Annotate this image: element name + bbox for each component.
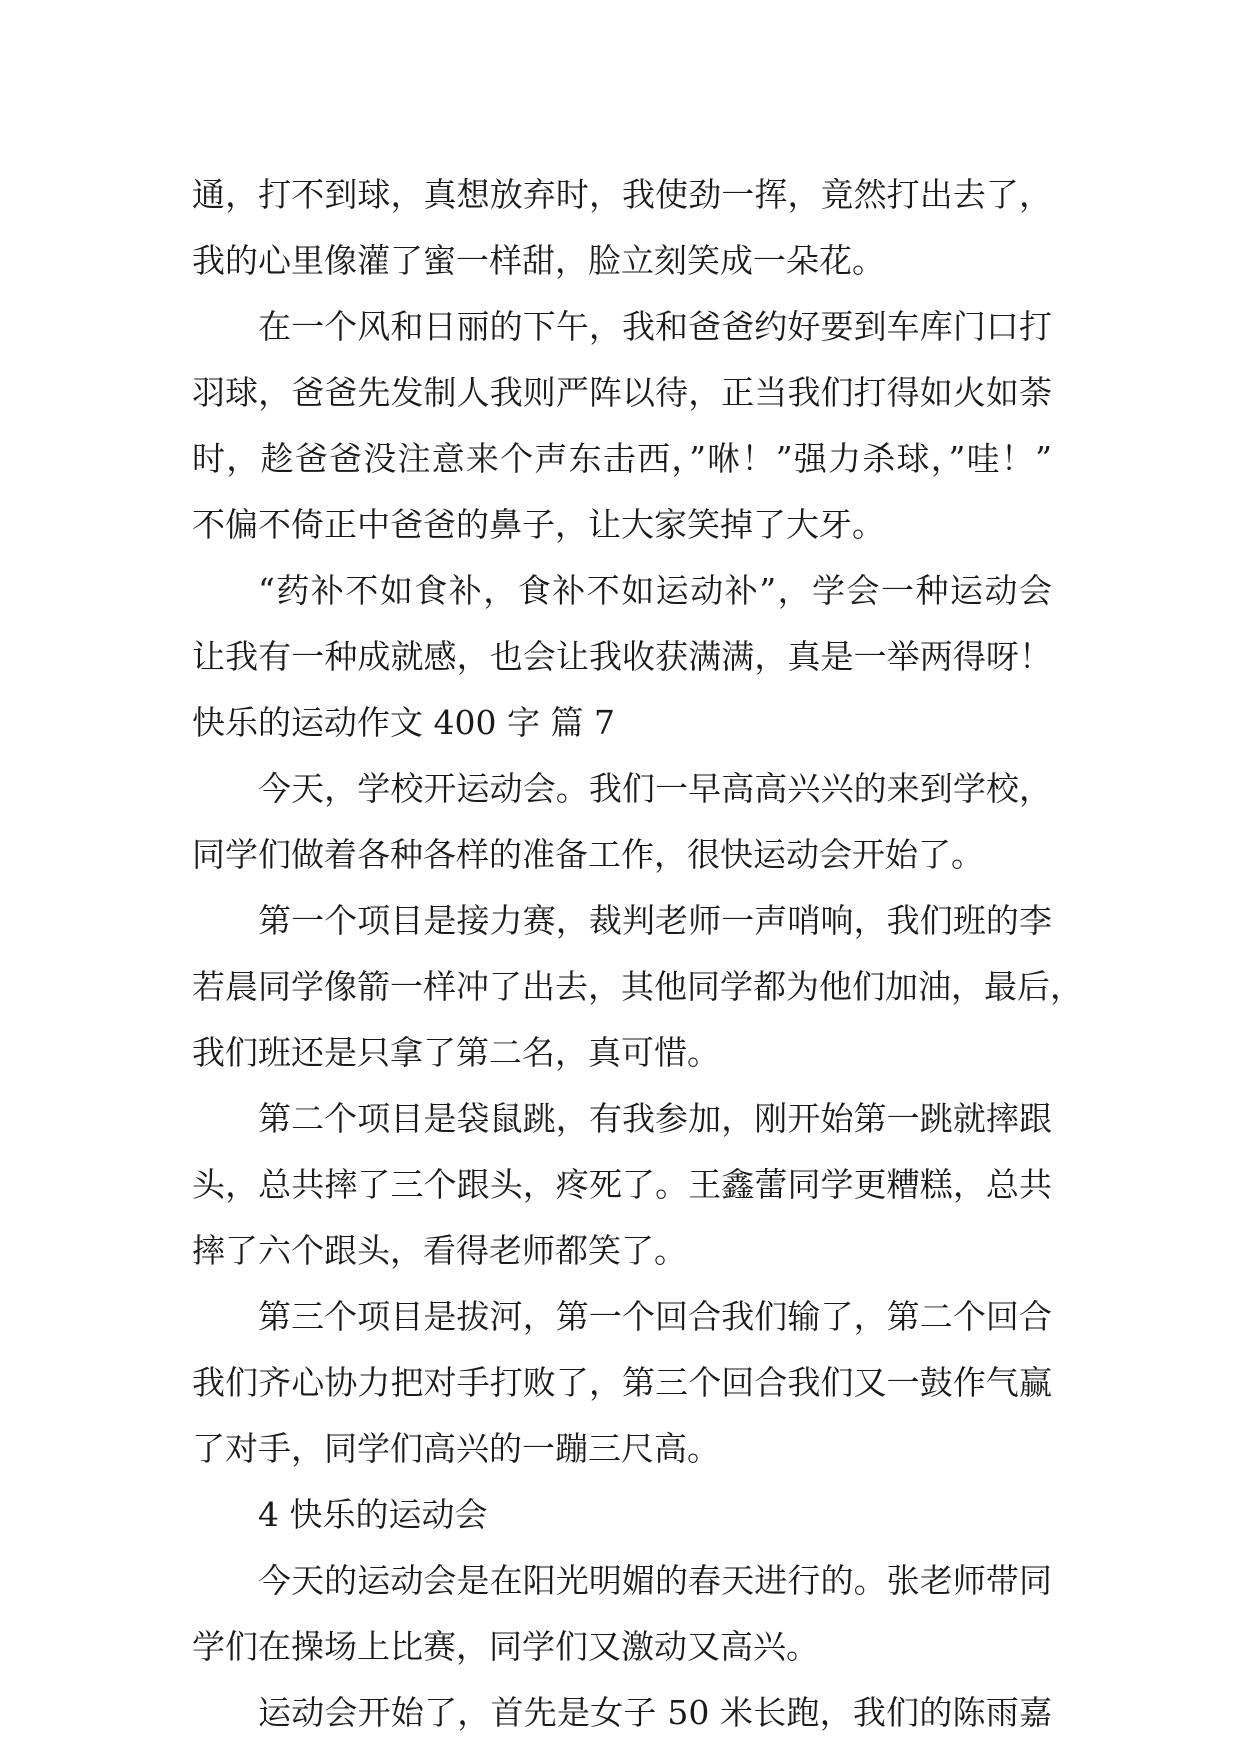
text-line: 我们班还是只拿了第二名，真可惜。 [192,1033,720,1072]
text-line: 通，打不到球，真想放弃时，我使劲一挥，竟然打出去了， [192,175,1052,214]
text-line: 头，总共摔了三个跟头，疼死了。王鑫蕾同学更糟糕，总共 [192,1165,1052,1204]
paragraph-start-line: “药补不如食补，食补不如运动补”，学会一种运动会 [258,571,1052,610]
document-body [192,162,1083,1746]
text-line: 了对手，同学们高兴的一蹦三尺高。 [192,1429,720,1468]
paragraph-start-line: 运动会开始了，首先是女子 50 米长跑，我们的陈雨嘉 [258,1693,1052,1732]
paragraph-start-line: 今天的运动会是在阳光明媚的春天进行的。张老师带同 [258,1561,1052,1600]
text-line: 我们齐心协力把对手打败了，第三个回合我们又一鼓作气赢 [192,1363,1052,1402]
text-line: 羽球，爸爸先发制人我则严阵以待，正当我们打得如火如荼 [192,373,1052,412]
text-line: 学们在操场上比赛，同学们又激动又高兴。 [192,1627,819,1666]
text-line: 若晨同学像箭一样冲了出去，其他同学都为他们加油，最后， [192,967,1083,1006]
paragraph-start-line: 第一个项目是接力赛，裁判老师一声哨响，我们班的李 [258,901,1052,940]
paragraph-start-line: 今天，学校开运动会。我们一早高高兴兴的来到学校， [258,769,1052,808]
text-line: 同学们做着各种各样的准备工作，很快运动会开始了。 [192,835,984,874]
subsection-heading: 4 快乐的运动会 [258,1495,488,1534]
text-line: 不偏不倚正中爸爸的鼻子，让大家笑掉了大牙。 [192,505,885,544]
text-line: 摔了六个跟头，看得老师都笑了。 [192,1231,687,1270]
section-heading: 快乐的运动作文 400 字 篇 7 [192,703,615,742]
paragraph-start-line: 在一个风和日丽的下午，我和爸爸约好要到车库门口打 [258,307,1052,346]
text-line: 时，趁爸爸没注意来个声东击西，”咻！”强力杀球，”哇！” [192,439,1052,478]
text-line: 我的心里像灌了蜜一样甜，脸立刻笑成一朵花。 [192,241,885,280]
paragraph-start-line: 第二个项目是袋鼠跳，有我参加，刚开始第一跳就摔跟 [258,1099,1052,1138]
text-line: 让我有一种成就感，也会让我收获满满，真是一举两得呀！ [192,637,1052,676]
paragraph-start-line: 第三个项目是拔河，第一个回合我们输了，第二个回合 [258,1297,1052,1336]
